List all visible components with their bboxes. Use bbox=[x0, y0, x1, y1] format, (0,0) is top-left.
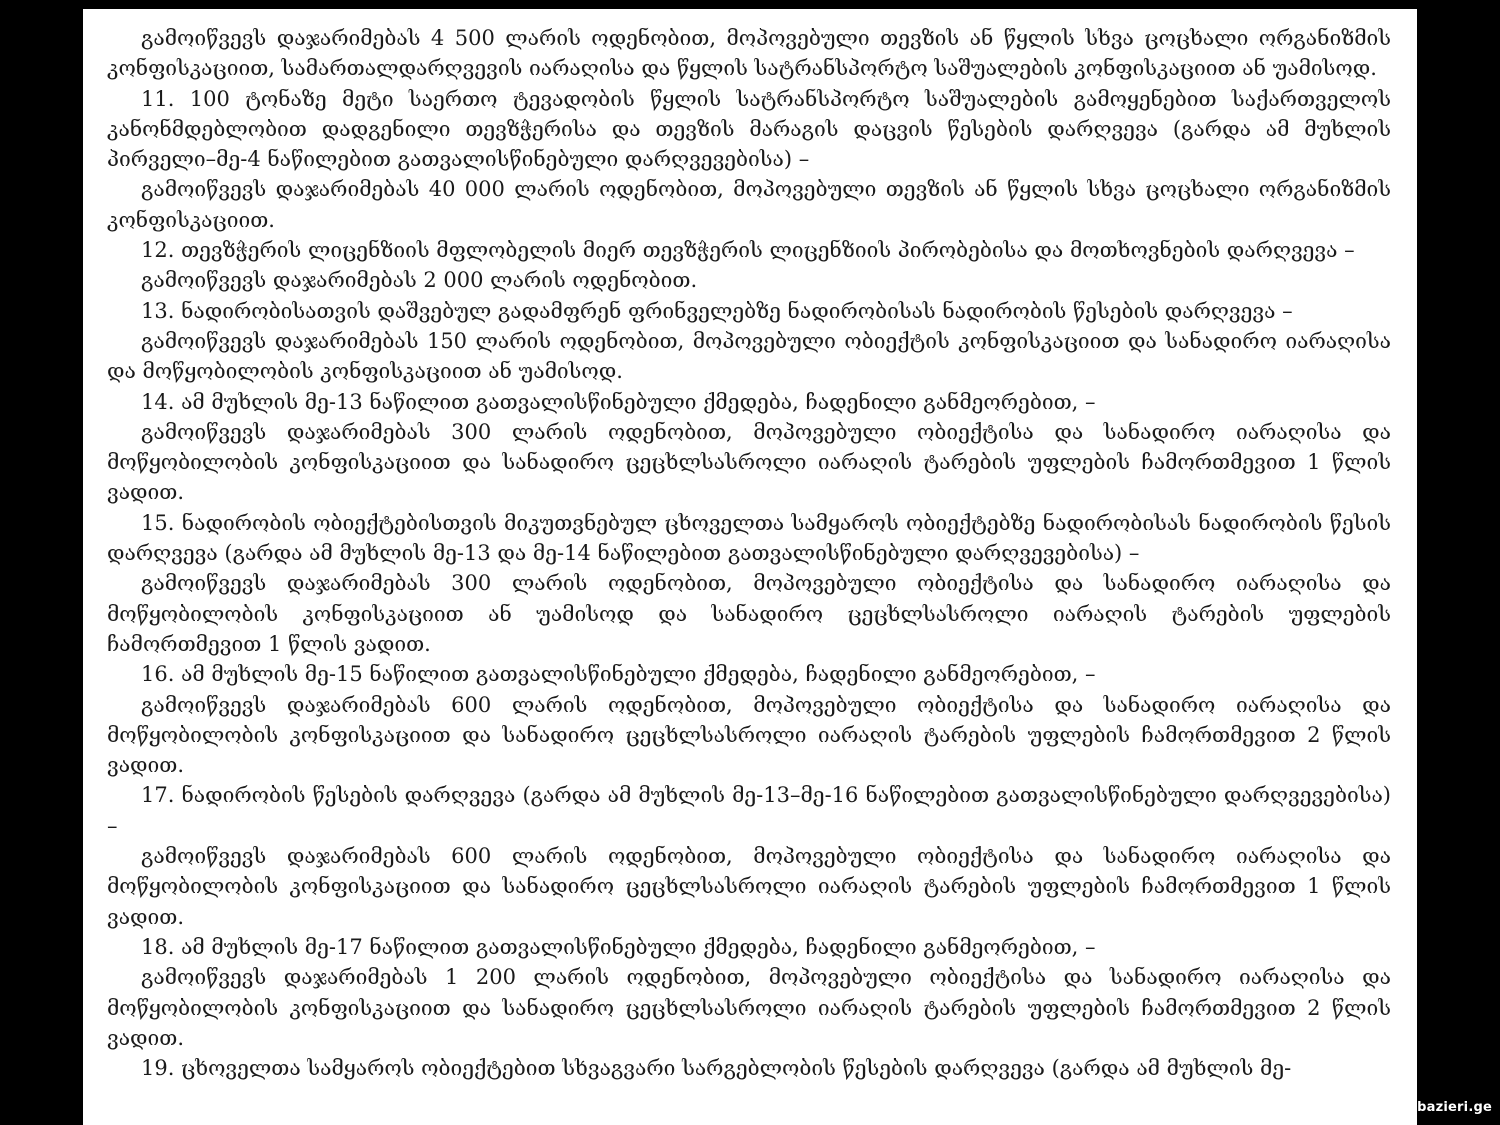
paragraph-fine-300-a: გამოიწვევს დაჯარიმებას 300 ლარის ოდენობით, მოპოვებული ობიექტისა და სანადირო იარაღისა და მოწყობილობის კონფისკაციით და სანადირო ცეცხლსასროლი იარაღის ტარების უფლების ჩამორთმევით 1 წლის ვადით. bbox=[107, 419, 1391, 505]
paragraph-fine-1200: გამოიწვევს დაჯარიმებას 1 200 ლარის ოდენობით, მოპოვებული ობიექტისა და სანადირო იარაღისა და მოწყობილობის კონფისკაციით და სანადირო ცეცხლსასროლი იარაღის ტარების უფლების ჩამორთმევით 2 წლის ვადით. bbox=[107, 965, 1391, 1050]
paragraph-19-partial: 19. ცხოველთა სამყაროს ობიექტებით სხვაგვარი სარგებლობის წესების დარღვევა (გარდა ამ მუხლის მე- bbox=[141, 1056, 1292, 1081]
site-watermark: www.bazieri.ge bbox=[1376, 1100, 1492, 1115]
paragraph-17: 17. ნადირობის წესების დარღვევა (გარდა ამ მუხლის მე-13–მე-16 ნაწილებით გათვალისწინებული დარღვევებისა) – bbox=[107, 783, 1391, 838]
document-body bbox=[107, 23, 1391, 1083]
paragraph-13: 13. ნადირობისათვის დაშვებულ გადამფრენ ფრინველებზე ნადირობისას ნადირობის წესების დარღვევა – bbox=[141, 298, 1293, 323]
paragraph-fine-40000: გამოიწვევს დაჯარიმებას 40 000 ლარის ოდენობით, მოპოვებული თევზის ან წყლის სხვა ცოცხალი ორგანიზმის კონფისკაციით. bbox=[107, 177, 1391, 232]
paragraph-15: 15. ნადირობის ობიექტებისთვის მიკუთვნებულ ცხოველთა სამყაროს ობიექტებზე ნადირობისას ნადირობის წესის დარღვევა (გარდა ამ მუხლის მე-13 და მე-14 ნაწილებით გათვალისწინებული დარღვევებისა) – bbox=[107, 510, 1391, 566]
paragraph-11: 11. 100 ტონაზე მეტი საერთო ტევადობის წყლის სატრანსპორტო საშუალების გამოყენებით საქართველოს კანონმდებლობით დადგენილი თევზჭერისა და თევზის მარაგის დაცვის წესების დარღვევა (გარდა ამ მუხლის პირველი–მე-4 ნაწილებით გათვალისწინებული დარღვევებისა) – bbox=[107, 86, 1391, 172]
paragraph-fine-2000: გამოიწვევს დაჯარიმებას 2 000 ლარის ოდენობით. bbox=[141, 268, 698, 293]
paragraph-12: 12. თევზჭერის ლიცენზიის მფლობელის მიერ თევზჭერის ლიცენზიის პირობებისა და მოთხოვნების დარღვევა – bbox=[141, 238, 1355, 263]
paragraph-fine-600-a: გამოიწვევს დაჯარიმებას 600 ლარის ოდენობით, მოპოვებული ობიექტისა და სანადირო იარაღისა და მოწყობილობის კონფისკაციით და სანადირო ცეცხლსასროლი იარაღის ტარების უფლების ჩამორთმევით 2 წლის ვადით. bbox=[107, 692, 1391, 778]
paragraph-14: 14. ამ მუხლის მე-13 ნაწილით გათვალისწინებული ქმედება, ჩადენილი განმეორებით, – bbox=[141, 389, 1096, 414]
document-page bbox=[83, 9, 1417, 1125]
paragraph-fine-300-b: გამოიწვევს დაჯარიმებას 300 ლარის ოდენობით, მოპოვებული ობიექტისა და სანადირო იარაღისა და მოწყობილობის კონფისკაციით ან უამისოდ და სანადირო ცეცხლსასროლი იარაღის ტარების უფლების ჩამორთმევით 1 წლის ვადით. bbox=[107, 571, 1391, 656]
paragraph-16: 16. ამ მუხლის მე-15 ნაწილით გათვალისწინებული ქმედება, ჩადენილი განმეორებით, – bbox=[141, 662, 1096, 687]
paragraph-fine-600-b: გამოიწვევს დაჯარიმებას 600 ლარის ოდენობით, მოპოვებული ობიექტისა და სანადირო იარაღისა და მოწყობილობის კონფისკაციით და სანადირო ცეცხლსასროლი იარაღის ტარების უფლების ჩამორთმევით 1 წლის ვადით. bbox=[107, 844, 1391, 929]
paragraph-fine-4500: გამოიწვევს დაჯარიმებას 4 500 ლარის ოდენობით, მოპოვებული თევზის ან წყლის სხვა ცოცხალი ორგანიზმის კონფისკაციით, სამართალდარღვევის იარაღისა და წყლის სატრანსპორტო საშუალების კონფისკაციით ან უამისოდ. bbox=[107, 26, 1391, 81]
paragraph-fine-150: გამოიწვევს დაჯარიმებას 150 ლარის ოდენობით, მოპოვებული ობიექტის კონფისკაციით და სანადირო იარაღისა და მოწყობილობის კონფისკაციით ან უამისოდ. bbox=[107, 328, 1391, 384]
paragraph-18: 18. ამ მუხლის მე-17 ნაწილით გათვალისწინებული ქმედება, ჩადენილი განმეორებით, – bbox=[141, 934, 1096, 959]
